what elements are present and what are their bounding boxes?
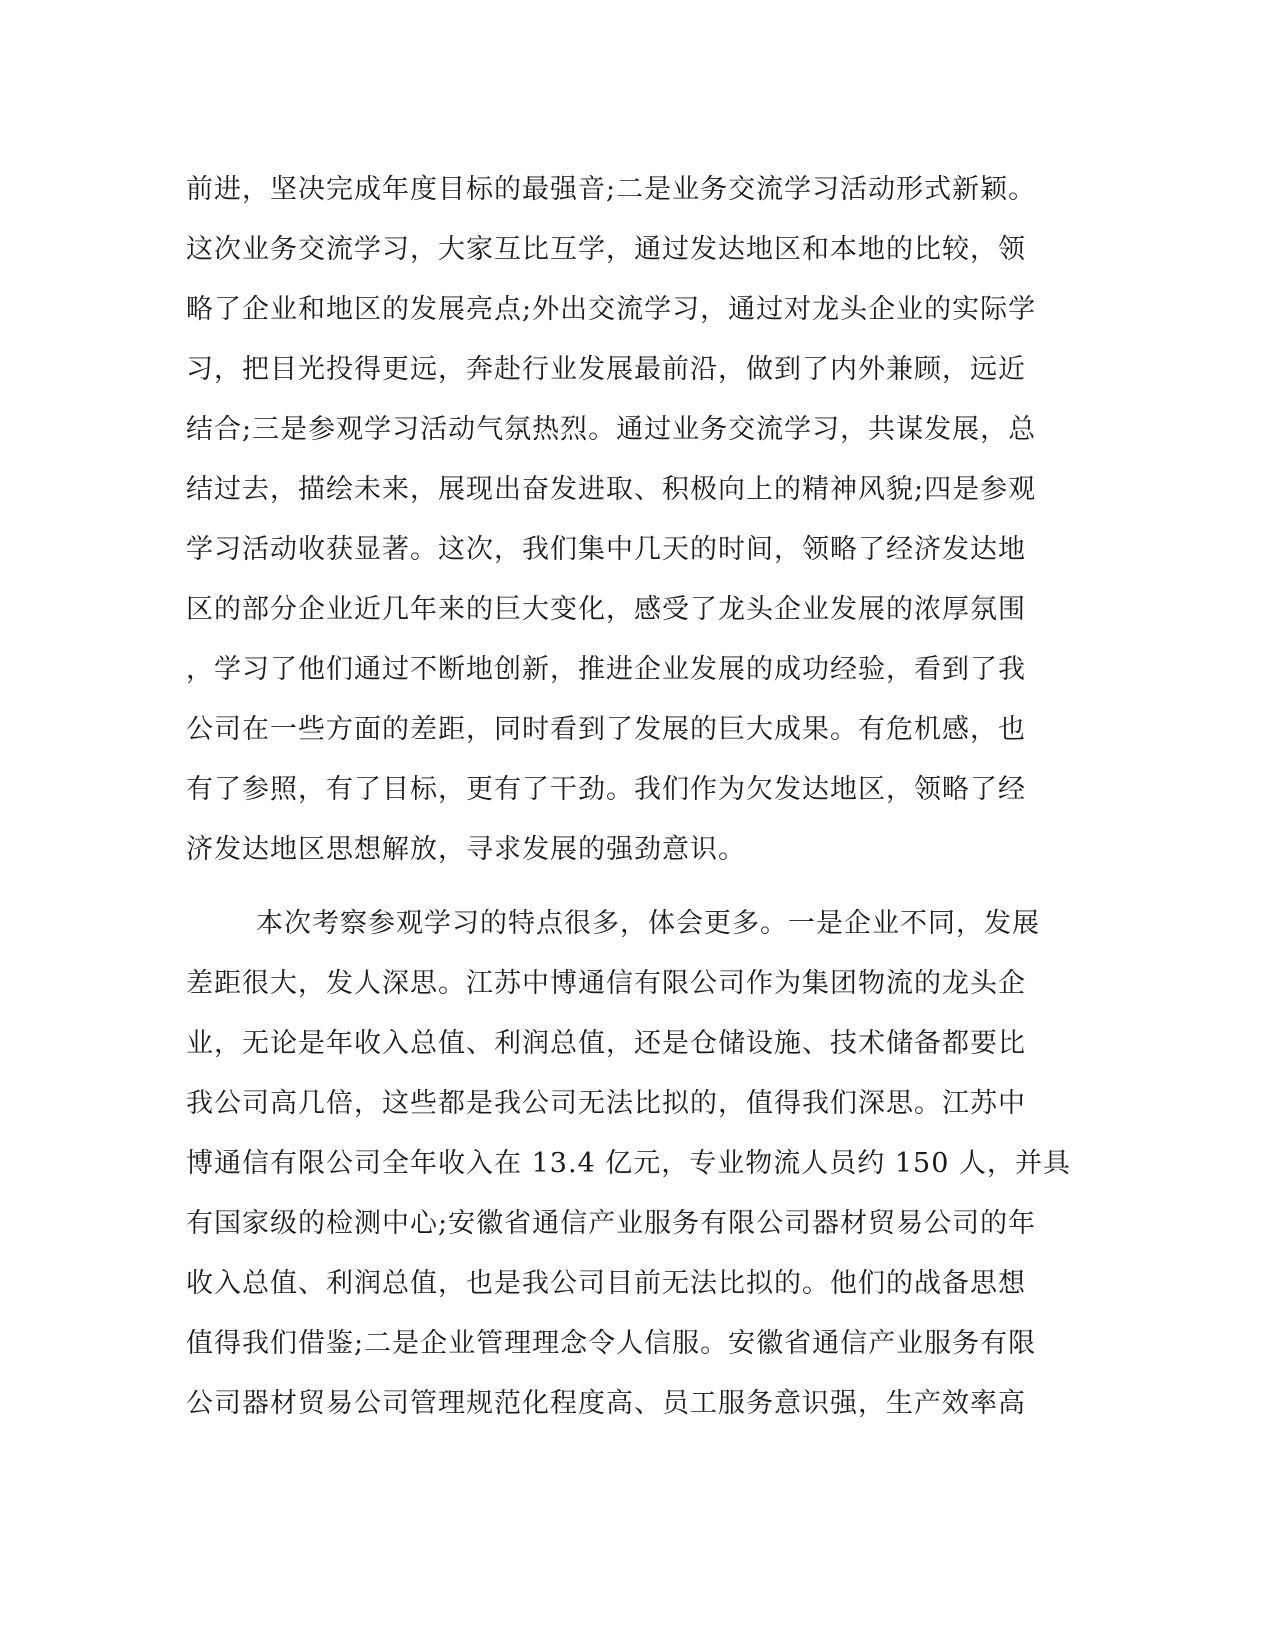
text-line: 博通信有限公司全年收入在 13.4 亿元，专业物流人员约 150 人，并具 bbox=[186, 1148, 1071, 1179]
text-line: 结合;三是参观学习活动气氛热烈。通过业务交流学习，共谋发展，总 bbox=[186, 414, 1037, 445]
text-line: 有了参照，有了目标，更有了干劲。我们作为欠发达地区，领略了经 bbox=[186, 774, 1026, 805]
paragraph-spacing bbox=[186, 880, 1066, 894]
text-line: 略了企业和地区的发展亮点;外出交流学习，通过对龙头企业的实际学 bbox=[186, 294, 1037, 325]
text-line: 收入总值、利润总值，也是我公司目前无法比拟的。他们的战备思想 bbox=[186, 1268, 1026, 1299]
text-line: 业，无论是年收入总值、利润总值，还是仓储设施、技术储备都要比 bbox=[186, 1028, 1026, 1059]
paragraph-1 bbox=[186, 160, 1066, 880]
text-line-indented: 本次考察参观学习的特点很多，体会更多。一是企业不同，发展 bbox=[256, 908, 1040, 939]
text-line: 差距很大，发人深思。江苏中博通信有限公司作为集团物流的龙头企 bbox=[186, 968, 1026, 999]
document-body bbox=[186, 160, 1071, 1434]
text-line: 公司器材贸易公司管理规范化程度高、员工服务意识强，生产效率高 bbox=[186, 1388, 1026, 1419]
text-line: 这次业务交流学习，大家互比互学，通过发达地区和本地的比较，领 bbox=[186, 234, 1026, 265]
text-line: 值得我们借鉴;二是企业管理理念令人信服。安徽省通信产业服务有限 bbox=[186, 1328, 1037, 1359]
text-line: 结过去，描绘未来，展现出奋发进取、积极向上的精神风貌;四是参观 bbox=[186, 474, 1037, 505]
text-line: 有国家级的检测中心;安徽省通信产业服务有限公司器材贸易公司的年 bbox=[186, 1208, 1037, 1239]
text-line: 公司在一些方面的差距，同时看到了发展的巨大成果。有危机感，也 bbox=[186, 714, 1026, 745]
text-line: 济发达地区思想解放，寻求发展的强劲意识。 bbox=[186, 834, 746, 865]
text-line: 前进，坚决完成年度目标的最强音;二是业务交流学习活动形式新颖。 bbox=[186, 174, 1037, 205]
text-line: ，学习了他们通过不断地创新，推进企业发展的成功经验，看到了我 bbox=[186, 654, 1026, 685]
text-line: 习，把目光投得更远，奔赴行业发展最前沿，做到了内外兼顾，远近 bbox=[186, 354, 1026, 385]
paragraph-2 bbox=[186, 894, 1071, 1434]
text-line: 学习活动收获显著。这次，我们集中几天的时间，领略了经济发达地 bbox=[186, 534, 1026, 565]
text-line: 我公司高几倍，这些都是我公司无法比拟的，值得我们深思。江苏中 bbox=[186, 1088, 1026, 1119]
text-line: 区的部分企业近几年来的巨大变化，感受了龙头企业发展的浓厚氛围 bbox=[186, 594, 1026, 625]
